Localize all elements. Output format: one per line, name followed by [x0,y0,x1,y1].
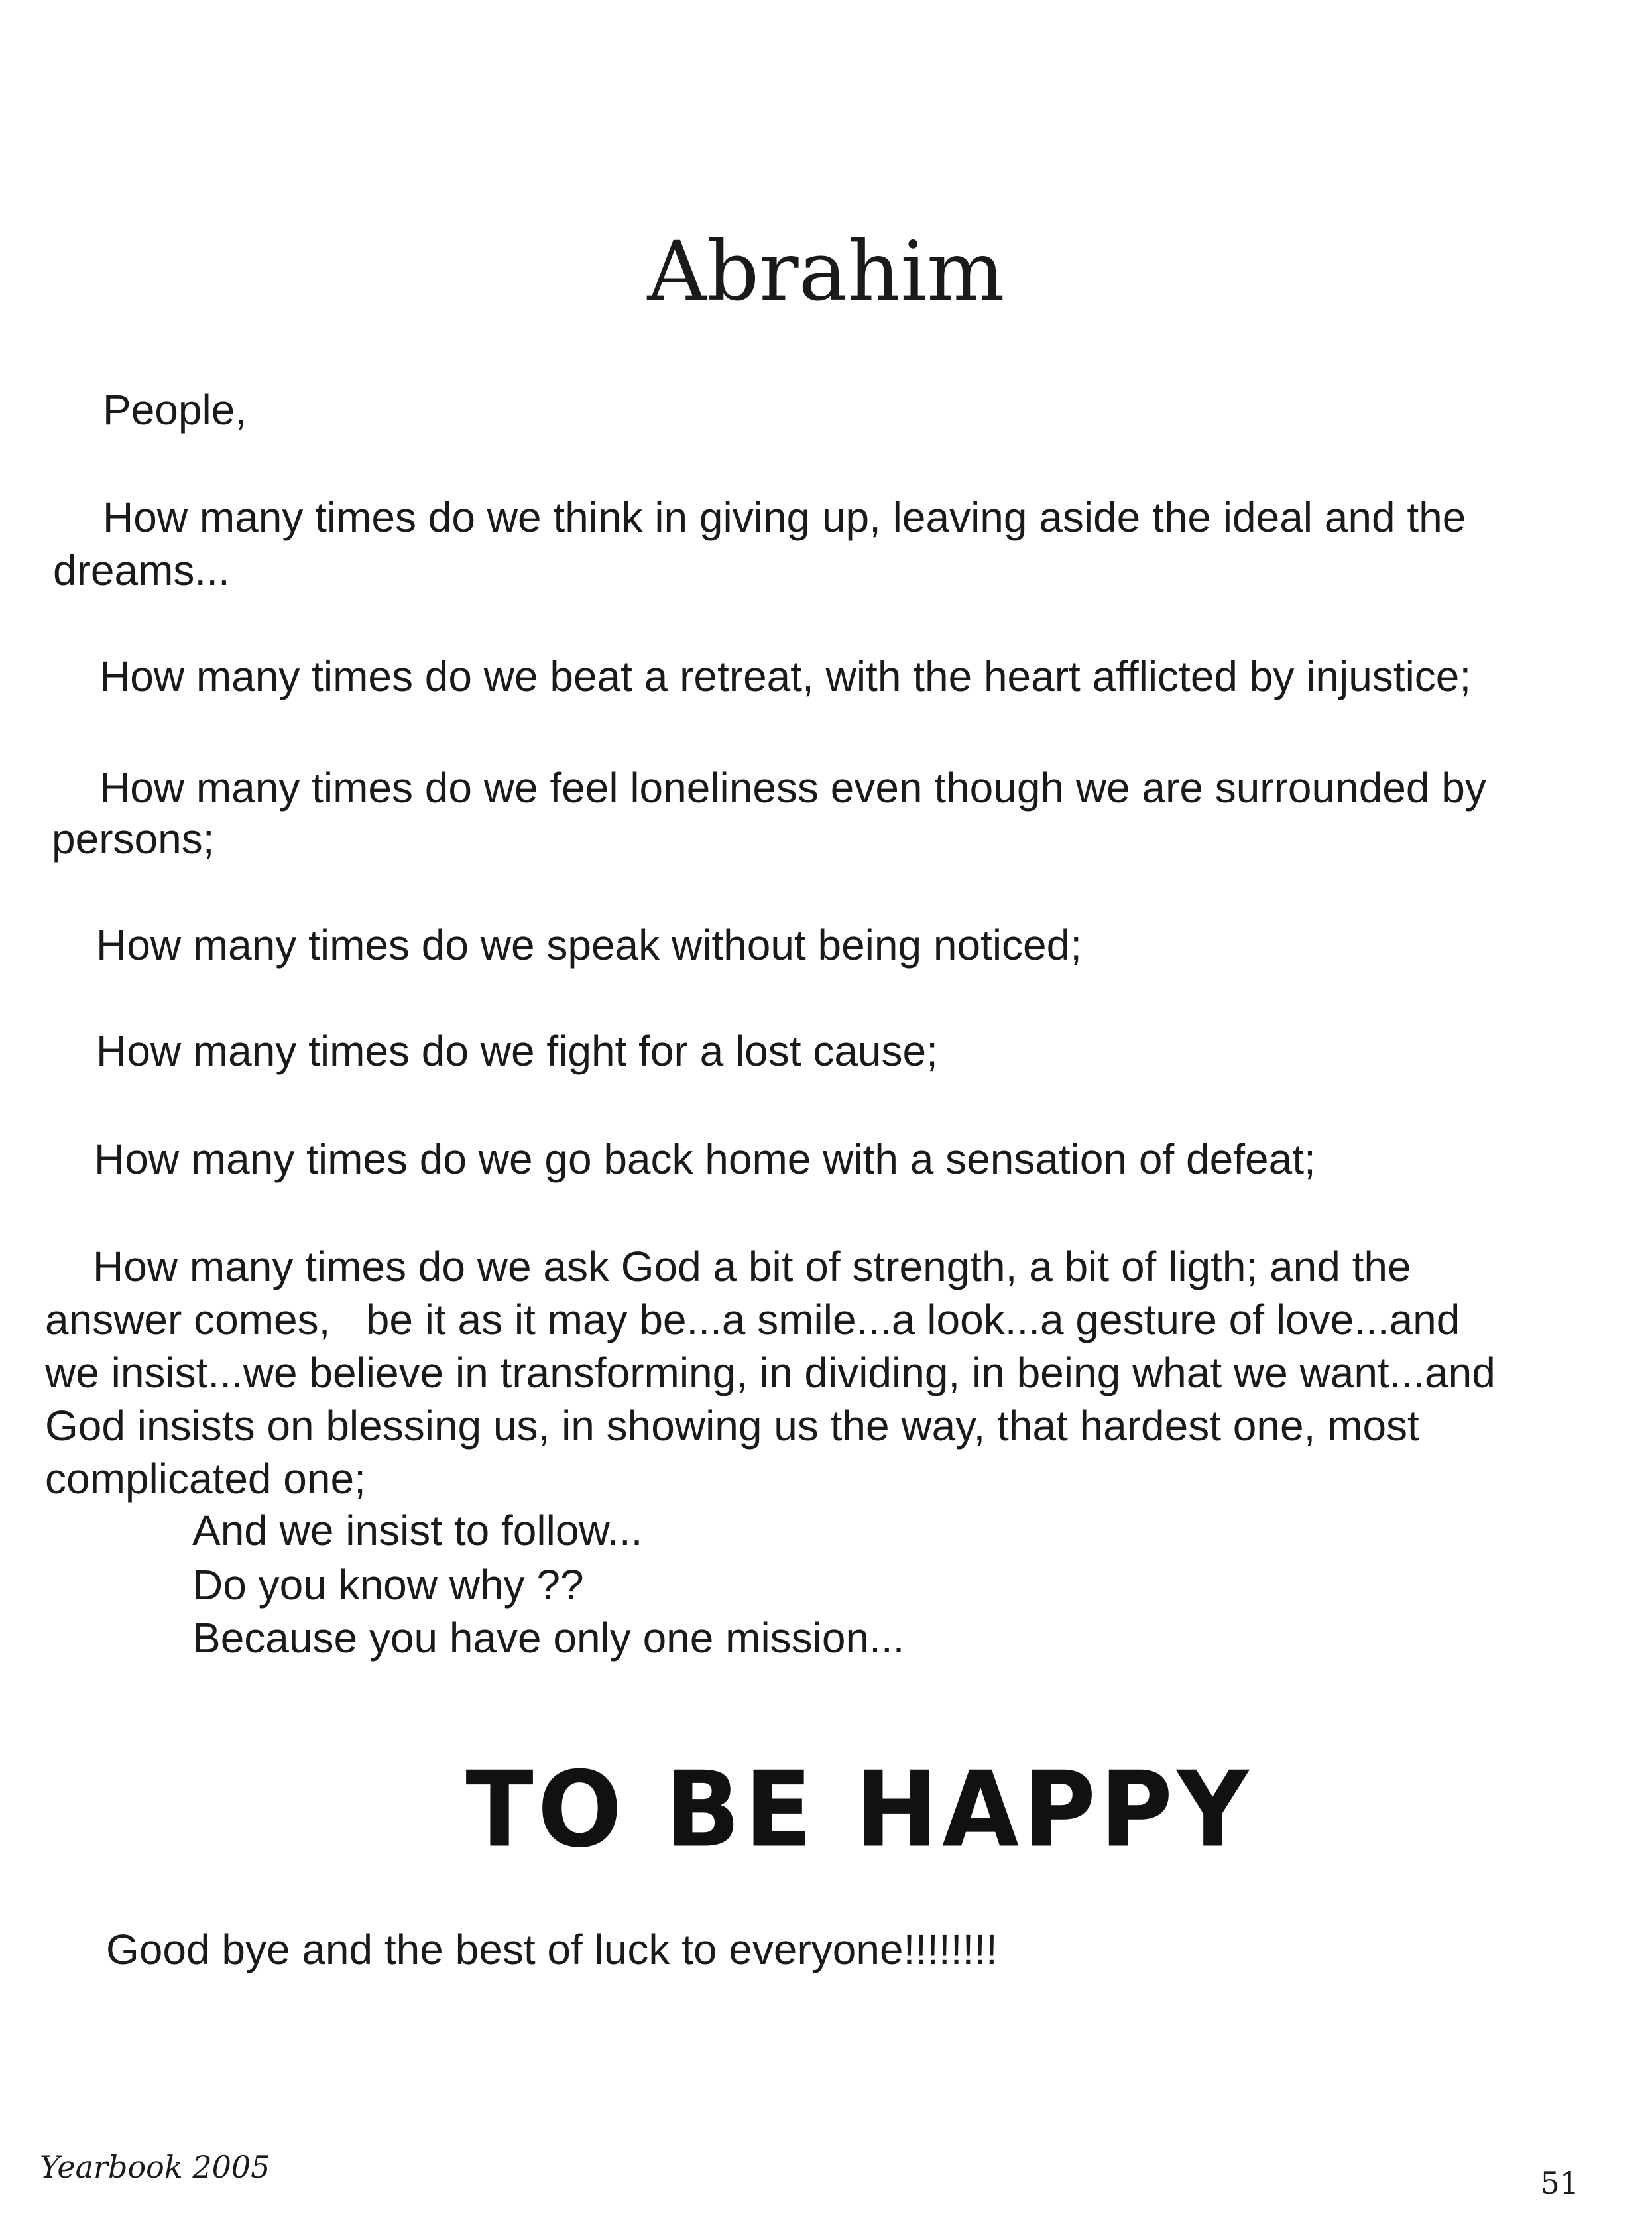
greeting: People, [103,386,247,434]
page-number: 51 [1540,2165,1579,2201]
paragraph-4: How many times do we speak without being noticed; [96,921,1082,969]
paragraph-1-line-1: How many times do we think in giving up, leaving aside the ideal and the [103,493,1466,541]
page-title: Abrahim [647,224,1005,320]
headline: TO BE HAPPY [465,1749,1253,1871]
footer-publication: Yearbook 2005 [40,2149,270,2185]
paragraph-3-line-2: persons; [52,815,215,863]
paragraph-6: How many times do we go back home with a sensation of defeat; [94,1135,1316,1183]
paragraph-7-line-5: complicated one; [45,1455,366,1503]
paragraph-7-line-1: How many times do we ask God a bit of strength, a bit of ligth; and the [93,1243,1411,1290]
indented-line-3: Because you have only one mission... [192,1614,905,1662]
paragraph-7-line-2: answer comes, be it as it may be...a smile...a look...a gesture of love...and [45,1296,1460,1343]
paragraph-2: How many times do we beat a retreat, with the heart afflicted by injustice; [99,652,1472,700]
paragraph-7-line-4: God insists on blessing us, in showing us the way, that hardest one, most [45,1402,1419,1450]
paragraph-7-line-3: we insist...we believe in transforming, in dividing, in being what we want...and [45,1349,1496,1396]
paragraph-1-line-2: dreams... [53,546,230,594]
paragraph-3-line-1: How many times do we feel loneliness even though we are surrounded by [99,764,1486,812]
closing-line: Good bye and the best of luck to everyone!!!!!!!! [106,1926,998,1973]
paragraph-5: How many times do we fight for a lost cause; [96,1027,938,1075]
indented-line-2: Do you know why ?? [192,1561,584,1609]
indented-line-1: And we insist to follow... [192,1507,643,1554]
